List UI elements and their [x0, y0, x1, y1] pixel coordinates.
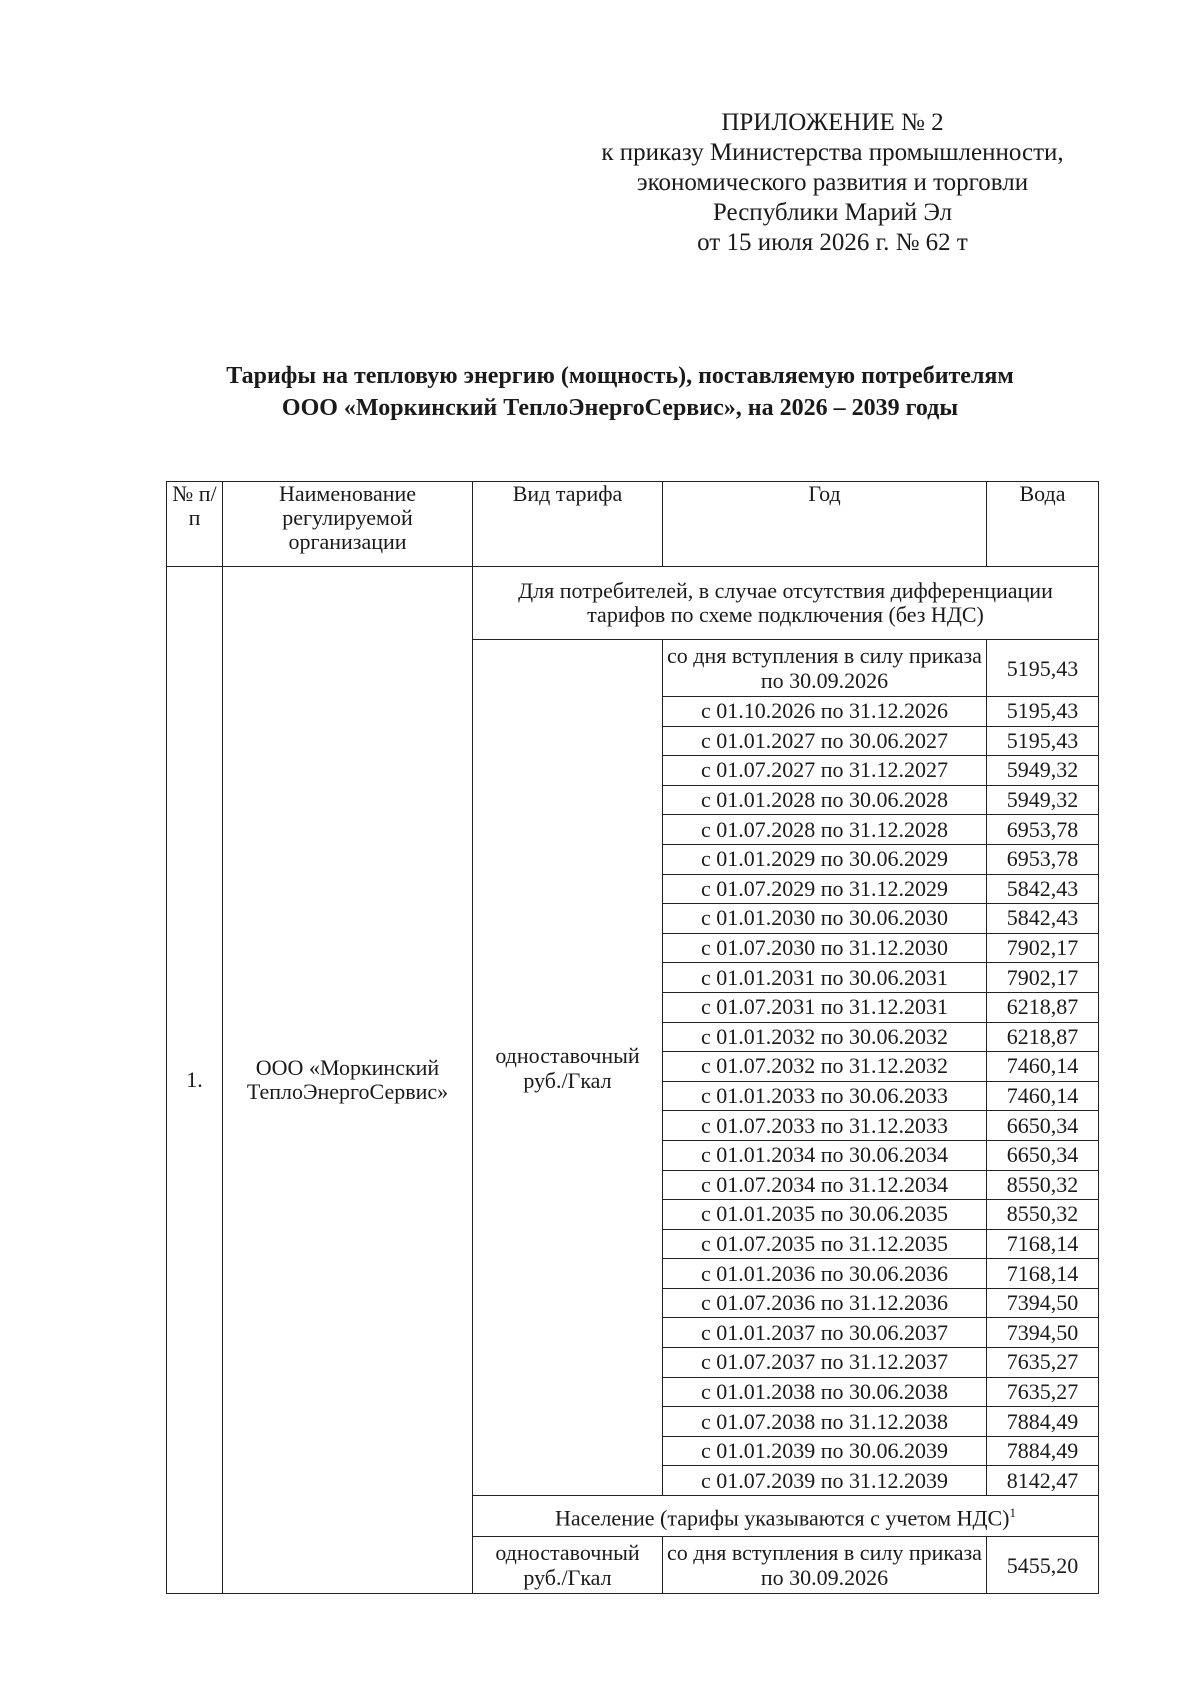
period-cell: со дня вступления в силу приказа по 30.09.2026: [663, 640, 987, 697]
value-cell: 8142,47: [987, 1466, 1099, 1496]
section-title: Для потребителей, в случае отсутствия дифференциации тарифов по схеме подключения (без НДС): [473, 567, 1099, 640]
period-cell: с 01.07.2036 по 31.12.2036: [663, 1288, 987, 1318]
value-cell: 5842,43: [987, 874, 1099, 904]
appendix-header: [560, 108, 1105, 258]
tariff-kind: одноставочный руб./Гкал: [473, 640, 663, 1496]
appendix-line: к приказу Министерства промышленности,: [601, 139, 1064, 166]
organization-name: ООО «Моркинский ТеплоЭнергоСервис»: [223, 567, 473, 1594]
value-cell: 5195,43: [987, 726, 1099, 756]
period-cell: с 01.07.2031 по 31.12.2031: [663, 992, 987, 1022]
value-cell: 6650,34: [987, 1111, 1099, 1141]
value-cell: 7460,14: [987, 1081, 1099, 1111]
value-cell: 7635,27: [987, 1377, 1099, 1407]
period-cell: с 01.01.2037 по 30.06.2037: [663, 1318, 987, 1348]
value-cell: 6953,78: [987, 815, 1099, 845]
value-cell: 5195,43: [987, 697, 1099, 727]
period-cell: с 01.01.2032 по 30.06.2032: [663, 1022, 987, 1052]
period-cell: с 01.01.2030 по 30.06.2030: [663, 904, 987, 934]
value-cell: 7394,50: [987, 1318, 1099, 1348]
section-title-cell: [473, 1496, 1099, 1537]
header-org: Наименование регулируемой организации: [223, 482, 473, 567]
header-num: № п/п: [167, 482, 223, 567]
period-cell: с 01.01.2035 по 30.06.2035: [663, 1200, 987, 1230]
value-cell: 7884,49: [987, 1436, 1099, 1466]
period-cell: с 01.07.2029 по 31.12.2029: [663, 874, 987, 904]
value-cell: 8550,32: [987, 1170, 1099, 1200]
value-cell: 7168,14: [987, 1259, 1099, 1289]
title-line-1: Тарифы на тепловую энергию (мощность), поставляемую потребителям: [226, 363, 1014, 389]
header-kind: Вид тарифа: [473, 482, 663, 567]
table-header-row: [167, 482, 1099, 567]
value-cell: 5949,32: [987, 756, 1099, 786]
period-cell: с 01.01.2038 по 30.06.2038: [663, 1377, 987, 1407]
section-title: Население (тарифы указываются с учетом НДС): [555, 1505, 1010, 1531]
value-cell: 7394,50: [987, 1288, 1099, 1318]
header-year: Год: [663, 482, 987, 567]
value-cell: 7902,17: [987, 963, 1099, 993]
value-cell: 5455,20: [987, 1537, 1099, 1594]
tariff-table: [166, 481, 1099, 1594]
value-cell: 7884,49: [987, 1407, 1099, 1437]
period-cell: с 01.01.2034 по 30.06.2034: [663, 1140, 987, 1170]
value-cell: 7902,17: [987, 933, 1099, 963]
header-water: Вода: [987, 482, 1099, 567]
tariff-kind: одноставочный руб./Гкал: [473, 1537, 663, 1594]
title-line-2: ООО «Моркинский ТеплоЭнергоСервис», на 2026 – 2039 годы: [281, 395, 959, 421]
value-cell: 5195,43: [987, 640, 1099, 697]
value-cell: 7635,27: [987, 1348, 1099, 1378]
period-cell: с 01.01.2028 по 30.06.2028: [663, 785, 987, 815]
period-cell: с 01.10.2026 по 31.12.2026: [663, 697, 987, 727]
value-cell: 6218,87: [987, 992, 1099, 1022]
value-cell: 5949,32: [987, 785, 1099, 815]
period-cell: с 01.07.2035 по 31.12.2035: [663, 1229, 987, 1259]
period-cell: с 01.07.2038 по 31.12.2038: [663, 1407, 987, 1437]
value-cell: 7168,14: [987, 1229, 1099, 1259]
appendix-line: ПРИЛОЖЕНИЕ № 2: [721, 109, 944, 136]
appendix-line: от 15 июля 2026 г. № 62 т: [697, 229, 968, 256]
period-cell: с 01.07.2028 по 31.12.2028: [663, 815, 987, 845]
footnote-mark: 1: [1009, 1505, 1016, 1521]
period-cell: с 01.01.2027 по 30.06.2027: [663, 726, 987, 756]
period-cell: с 01.07.2037 по 31.12.2037: [663, 1348, 987, 1378]
value-cell: 6650,34: [987, 1140, 1099, 1170]
period-cell: с 01.07.2033 по 31.12.2033: [663, 1111, 987, 1141]
period-cell: с 01.01.2029 по 30.06.2029: [663, 844, 987, 874]
value-cell: 5842,43: [987, 904, 1099, 934]
value-cell: 6953,78: [987, 844, 1099, 874]
row-number: 1.: [167, 567, 223, 1594]
period-cell: с 01.07.2032 по 31.12.2032: [663, 1052, 987, 1082]
period-cell: с 01.07.2027 по 31.12.2027: [663, 756, 987, 786]
value-cell: 6218,87: [987, 1022, 1099, 1052]
document-title: [140, 360, 1100, 424]
period-cell: с 01.07.2039 по 31.12.2039: [663, 1466, 987, 1496]
appendix-line: Республики Марий Эл: [712, 199, 953, 226]
value-cell: 8550,32: [987, 1200, 1099, 1230]
period-cell: с 01.01.2031 по 30.06.2031: [663, 963, 987, 993]
period-cell: со дня вступления в силу приказа по 30.09.2026: [663, 1537, 987, 1594]
appendix-line: экономического развития и торговли: [636, 169, 1029, 196]
period-cell: с 01.07.2034 по 31.12.2034: [663, 1170, 987, 1200]
value-cell: 7460,14: [987, 1052, 1099, 1082]
period-cell: с 01.01.2036 по 30.06.2036: [663, 1259, 987, 1289]
period-cell: с 01.07.2030 по 31.12.2030: [663, 933, 987, 963]
section-row: [167, 567, 1099, 640]
period-cell: с 01.01.2033 по 30.06.2033: [663, 1081, 987, 1111]
period-cell: с 01.01.2039 по 30.06.2039: [663, 1436, 987, 1466]
